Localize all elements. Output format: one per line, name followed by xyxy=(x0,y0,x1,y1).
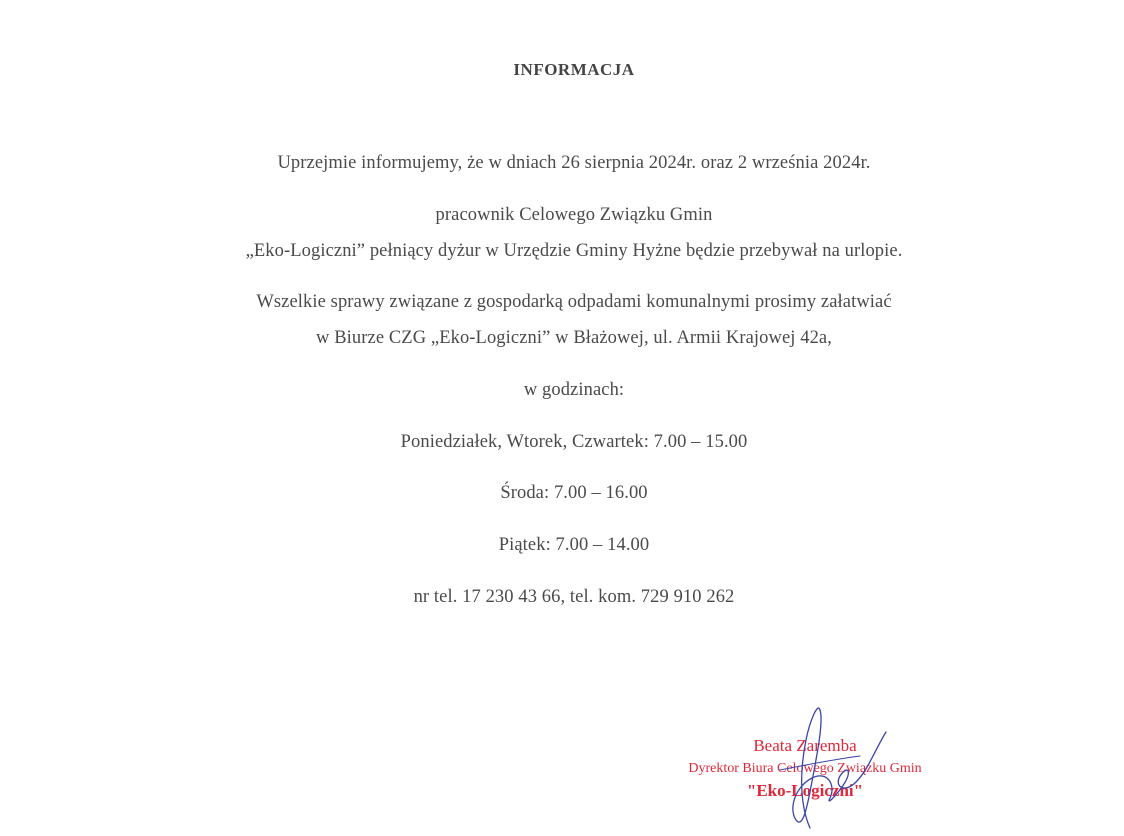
stamp-organization: "Eko-Logiczni" xyxy=(746,781,864,800)
intro-paragraph: Uprzejmie informujemy, że w dniach 26 sierpnia 2024r. oraz 2 września 2024r. xyxy=(277,153,871,173)
employee-line-2: „Eko-Logiczni” pełniący dyżur w Urzędzie Gminy Hyżne będzie przebywał na urlopie. xyxy=(245,241,903,261)
phone-numbers: nr tel. 17 230 43 66, tel. kom. 729 910 262 xyxy=(413,587,735,607)
hours-wednesday: Środa: 7.00 – 16.00 xyxy=(500,483,648,503)
hours-mon-tue-thu: Poniedziałek, Wtorek, Czwartek: 7.00 – 15.00 xyxy=(400,432,748,452)
employee-line-1: pracownik Celowego Związku Gmin xyxy=(435,205,713,225)
stamp-name: Beata Zaremba xyxy=(753,736,857,755)
stamp-role: Dyrektor Biura Celowego Związku Gmin xyxy=(688,761,922,776)
hours-label: w godzinach: xyxy=(523,380,625,400)
matters-line-2: w Biurze CZG „Eko-Logiczni” w Błażowej, ul. Armii Krajowej 42a, xyxy=(316,328,832,348)
hours-friday: Piątek: 7.00 – 14.00 xyxy=(498,535,650,555)
matters-line-1: Wszelkie sprawy związane z gospodarką odpadami komunalnymi prosimy załatwiać xyxy=(256,292,892,312)
document-title: INFORMACJA xyxy=(513,60,635,79)
official-stamp xyxy=(640,730,970,830)
